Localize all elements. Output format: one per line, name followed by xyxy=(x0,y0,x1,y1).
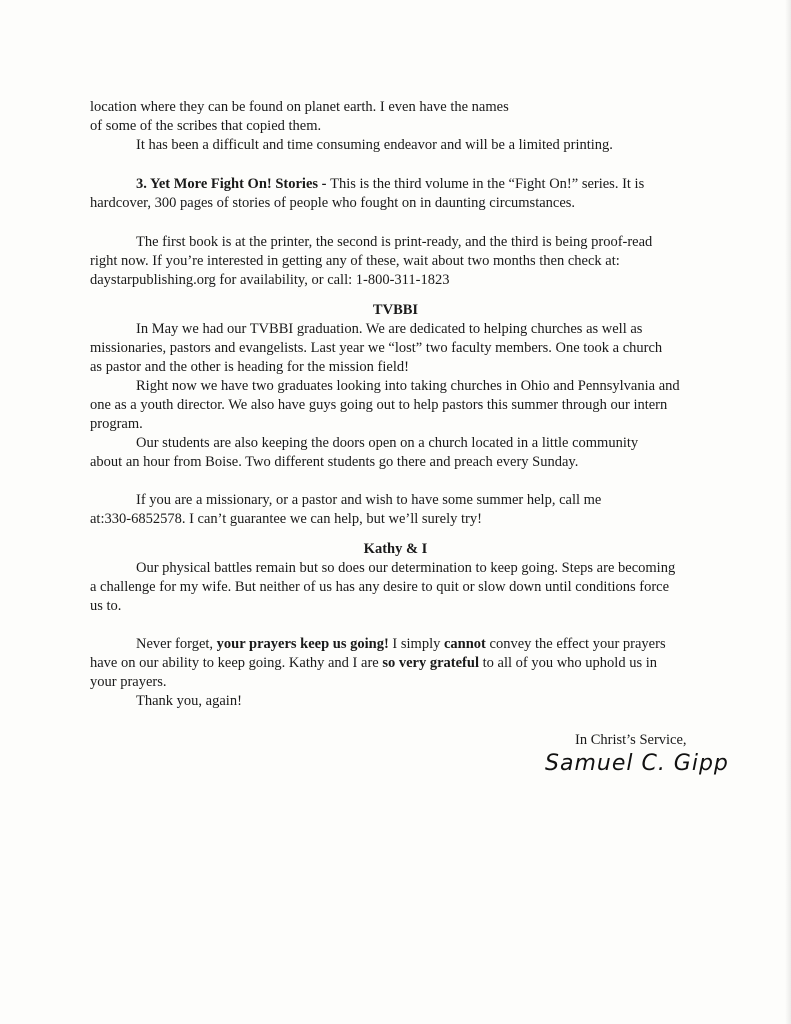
body-text: I simply xyxy=(388,636,444,652)
emphasis-text: cannot xyxy=(443,636,486,652)
body-line: daystarpublishing.org for availability, or call: 1-800-311-1823 xyxy=(90,272,450,288)
item-3-title: 3. Yet More Fight On! Stories - xyxy=(136,176,331,192)
body-line: location where they can be found on planet earth. I even have the names xyxy=(90,99,509,115)
body-line: Our students are also keeping the doors open on a church located in a little community xyxy=(136,435,639,451)
body-line: It has been a difficult and time consuming endeavor and will be a limited printing. xyxy=(136,137,613,153)
body-line: about an hour from Boise. Two different students go there and preach every Sunday. xyxy=(90,454,579,470)
section-heading-tvbbi: TVBBI xyxy=(372,302,419,318)
signature: Samuel C. Gipp xyxy=(545,751,729,776)
body-text: convey the effect your prayers xyxy=(485,636,666,652)
body-text: have on our ability to keep going. Kathy and I are xyxy=(90,655,383,671)
section-heading-kathy: Kathy & I xyxy=(363,541,428,557)
emphasis-text: so very grateful xyxy=(382,655,479,671)
body-line: one as a youth director. We also have guys going out to help pastors this summer through our intern xyxy=(90,397,668,413)
body-line: In May we had our TVBBI graduation. We are dedicated to helping churches as well as xyxy=(136,321,643,337)
body-line: a challenge for my wife. But neither of us has any desire to quit or slow down until conditions force xyxy=(90,579,670,595)
body-line: Our physical battles remain but so does our determination to keep going. Steps are becoming xyxy=(136,560,676,576)
body-line: hardcover, 300 pages of stories of people who fought on in daunting circumstances. xyxy=(90,195,576,211)
body-text: Never forget, xyxy=(136,636,217,652)
body-line: us to. xyxy=(90,598,122,614)
body-line: at:330-6852578. I can’t guarantee we can help, but we’ll surely try! xyxy=(90,511,482,527)
body-line: program. xyxy=(90,416,143,432)
scan-edge xyxy=(785,0,791,1024)
body-line xyxy=(90,654,657,672)
body-line: Right now we have two graduates looking into taking churches in Ohio and Pennsylvania and xyxy=(136,378,680,394)
body-line: Thank you, again! xyxy=(136,693,242,709)
body-line: your prayers. xyxy=(90,674,167,690)
body-line: If you are a missionary, or a pastor and wish to have some summer help, call me xyxy=(136,492,602,508)
body-line: of some of the scribes that copied them. xyxy=(90,118,322,134)
body-line: right now. If you’re interested in getting any of these, wait about two months then check at: xyxy=(90,253,620,269)
body-line: missionaries, pastors and evangelists. Last year we “lost” two faculty members. One took a church xyxy=(90,340,663,356)
body-text: to all of you who uphold us in xyxy=(478,655,658,671)
item-3-line xyxy=(136,175,644,193)
body-line: The first book is at the printer, the second is print-ready, and the third is being proof-read xyxy=(136,234,653,250)
body-line xyxy=(136,635,666,653)
body-text: This is the third volume in the “Fight On!” series. It is xyxy=(330,176,645,192)
body-line: as pastor and the other is heading for the mission field! xyxy=(90,359,409,375)
emphasis-text: your prayers keep us going! xyxy=(216,636,389,652)
closing-salutation: In Christ’s Service, xyxy=(575,732,687,748)
